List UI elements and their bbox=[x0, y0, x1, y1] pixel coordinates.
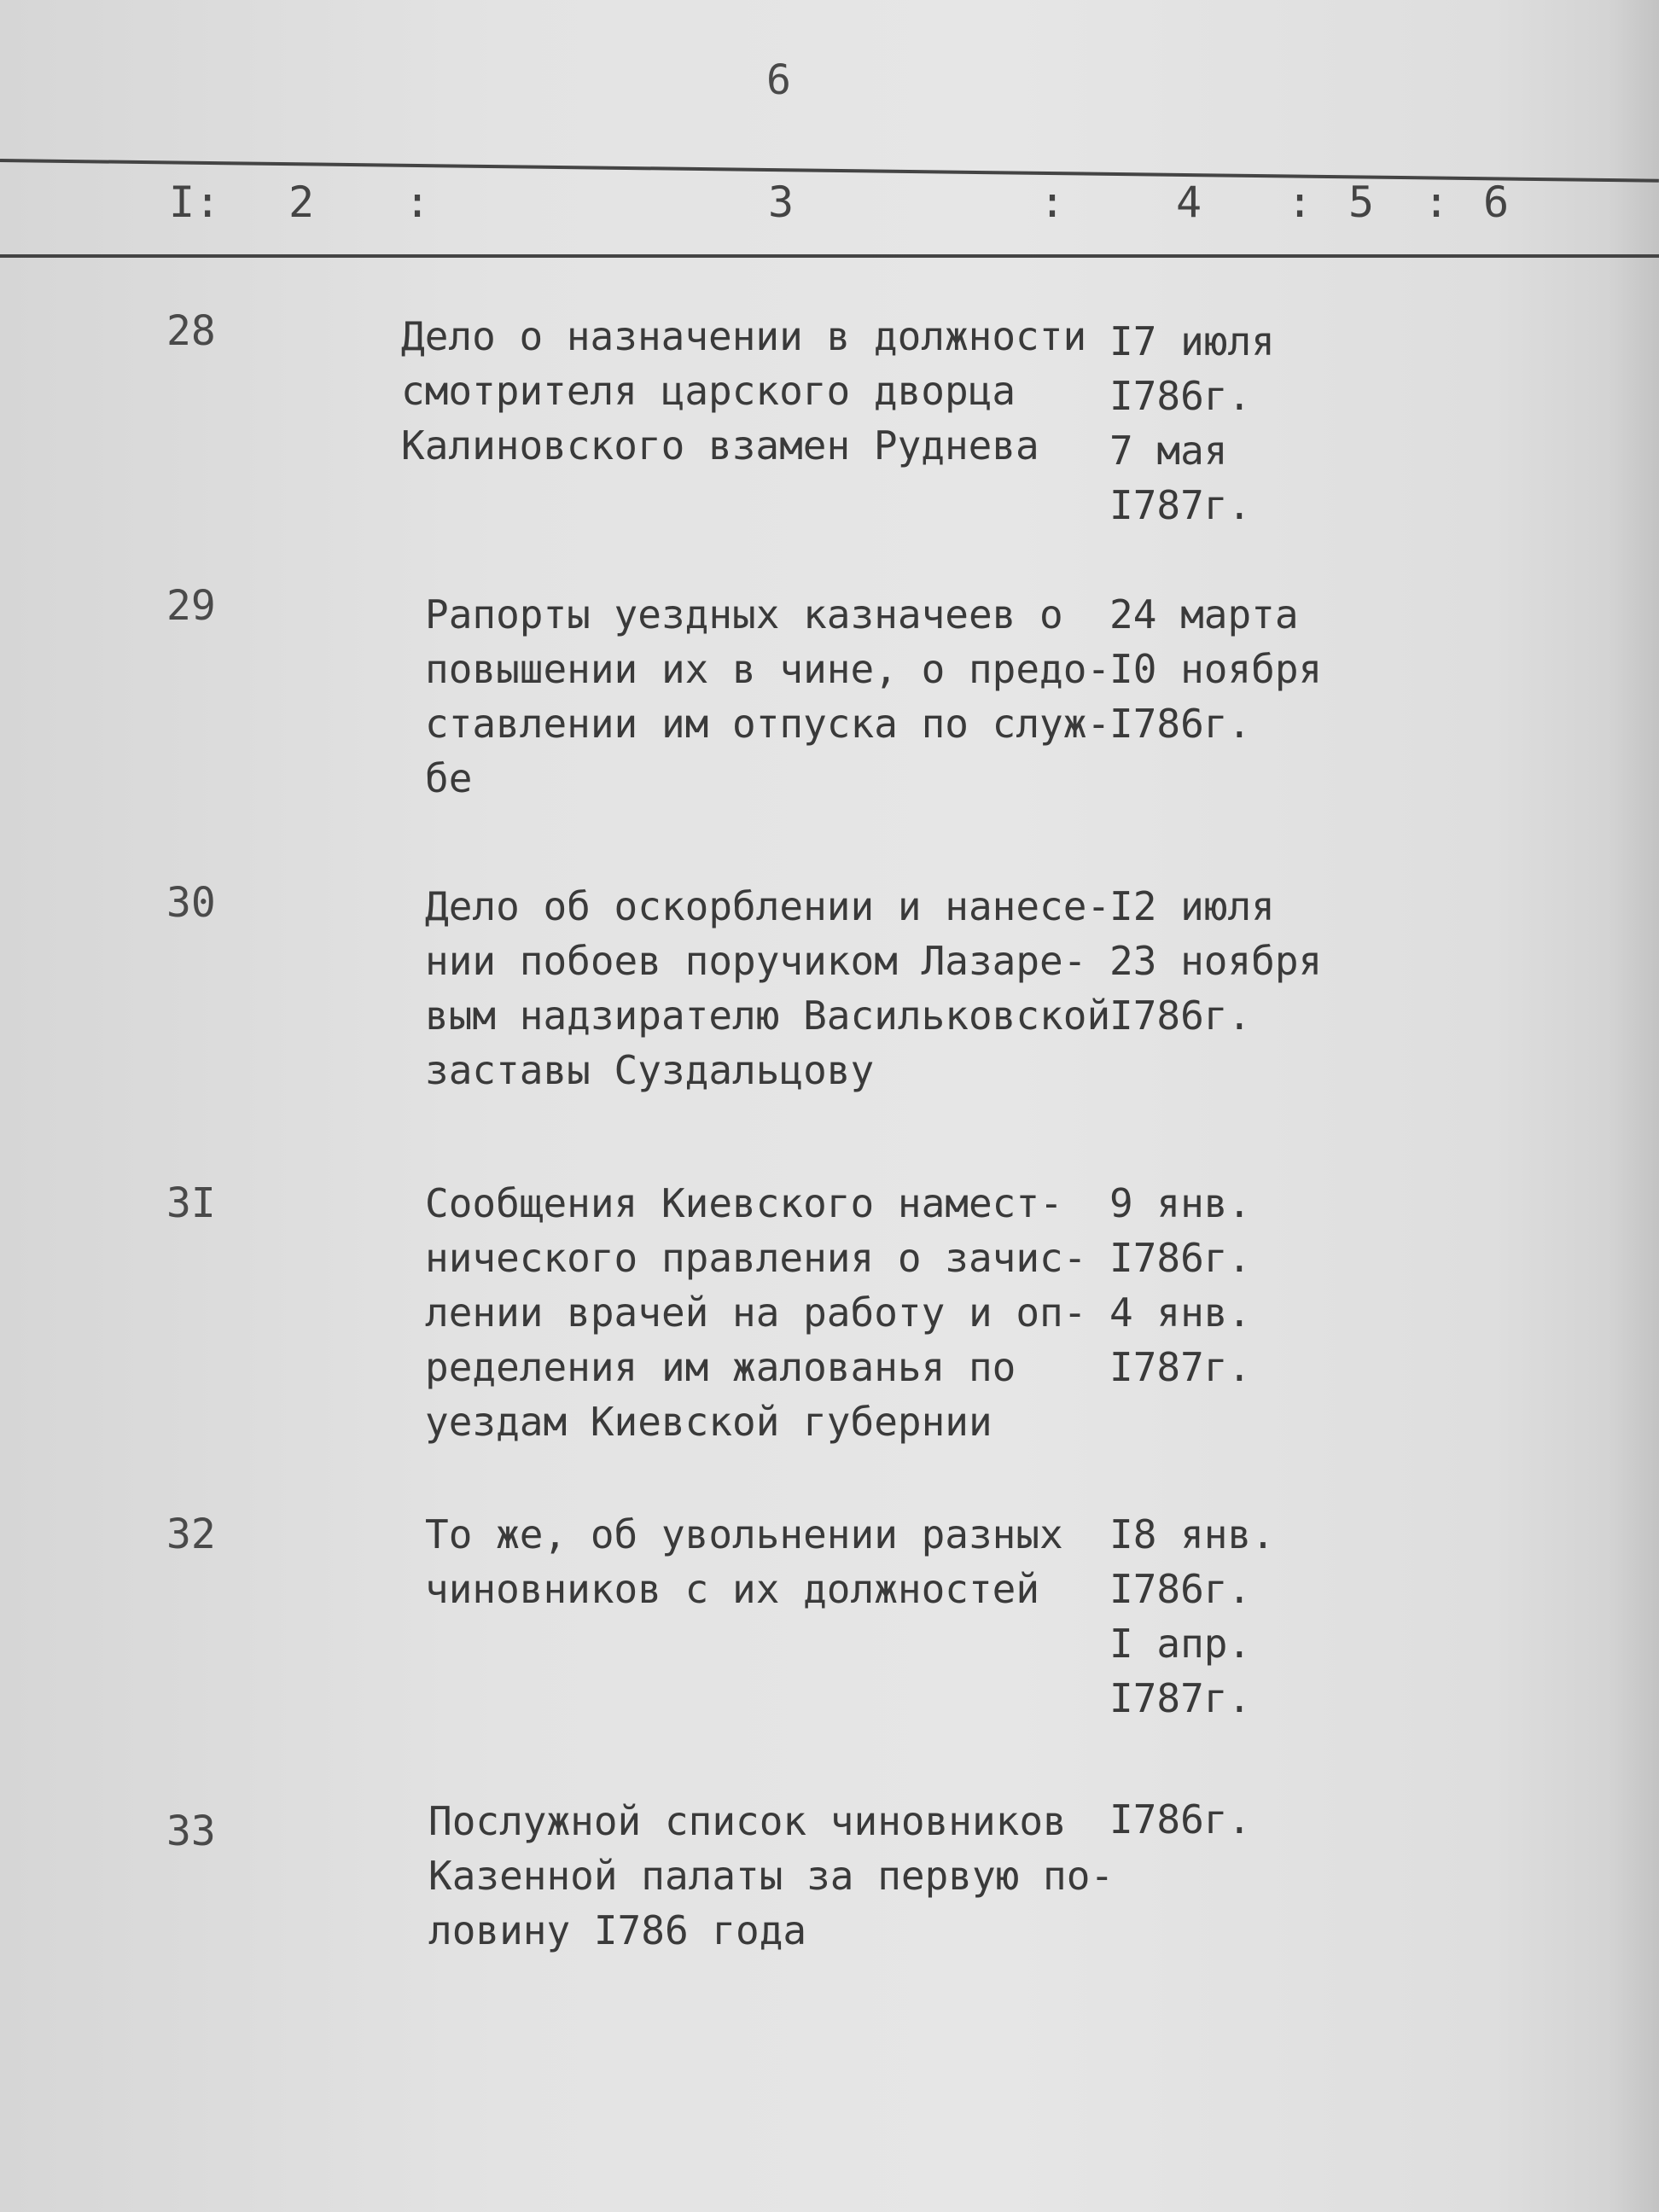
description-line: Казенной палаты за первую по- bbox=[428, 1853, 1115, 1899]
header-bottom-rule bbox=[0, 254, 1659, 258]
date-line: I787г. bbox=[1109, 1344, 1252, 1390]
date-line: 9 янв. bbox=[1109, 1180, 1252, 1226]
entry-number: 33 bbox=[166, 1807, 216, 1855]
entry-dates bbox=[1109, 1792, 1365, 1847]
date-line: I7 июля bbox=[1109, 318, 1275, 364]
date-line: I787г. bbox=[1109, 482, 1252, 528]
date-line: 4 янв. bbox=[1109, 1289, 1252, 1336]
entry-dates bbox=[1109, 1507, 1365, 1726]
entry-description bbox=[401, 309, 1087, 473]
description-line: лении врачей на работу и оп- bbox=[425, 1289, 1087, 1336]
entry-description bbox=[425, 587, 1111, 806]
description-line: вым надзирателю Васильковской bbox=[425, 992, 1111, 1039]
entry-dates bbox=[1109, 314, 1365, 533]
description-line: ловину I786 года bbox=[428, 1907, 807, 1953]
date-line: I786г. bbox=[1109, 992, 1252, 1039]
description-line: повышении их в чине, о предо- bbox=[425, 646, 1111, 692]
description-line: Калиновского взамен Руднева bbox=[401, 422, 1039, 469]
description-line: Рапорты уездных казначеев о bbox=[425, 591, 1063, 637]
col-6-header: 6 bbox=[1483, 178, 1510, 227]
entry-number: 3I bbox=[166, 1179, 216, 1227]
entry-number: 29 bbox=[166, 582, 216, 630]
date-line: I8 янв. bbox=[1109, 1511, 1275, 1557]
date-line: I786г. bbox=[1109, 701, 1252, 747]
col-1-header: I: bbox=[169, 178, 221, 227]
column-separator: : bbox=[1423, 178, 1450, 227]
entry-dates bbox=[1109, 879, 1365, 1043]
col-5-header: 5 bbox=[1348, 178, 1375, 227]
entry-description bbox=[428, 1794, 1115, 1958]
description-line: ставлении им отпуска по служ- bbox=[425, 701, 1111, 747]
description-line: заставы Суздальцову bbox=[425, 1047, 875, 1093]
entry-dates bbox=[1109, 587, 1365, 751]
entry-description bbox=[425, 879, 1111, 1097]
column-separator: : bbox=[1039, 178, 1066, 227]
description-line: нического правления о зачис- bbox=[425, 1235, 1087, 1281]
col-3-header: 3 bbox=[768, 178, 795, 227]
date-line: I786г. bbox=[1109, 1796, 1252, 1842]
entry-description bbox=[425, 1507, 1108, 1616]
description-line: нии побоев поручиком Лазаре- bbox=[425, 938, 1087, 984]
entry-number: 30 bbox=[166, 879, 216, 927]
date-line: I2 июля bbox=[1109, 883, 1275, 929]
description-line: ределения им жалованья по bbox=[425, 1344, 1016, 1390]
date-line: I786г. bbox=[1109, 373, 1252, 419]
description-line: смотрителя царского дворца bbox=[401, 368, 1016, 414]
description-line: То же, об увольнении разных bbox=[425, 1511, 1063, 1557]
description-line: чиновников с их должностей bbox=[425, 1566, 1040, 1612]
date-line: I786г. bbox=[1109, 1566, 1252, 1612]
date-line: I0 ноября bbox=[1109, 646, 1323, 692]
date-line: I апр. bbox=[1109, 1621, 1252, 1667]
description-line: Дело о назначении в должности bbox=[401, 313, 1087, 359]
description-line: уездам Киевской губернии bbox=[425, 1399, 992, 1445]
description-line: Послужной список чиновников bbox=[428, 1798, 1067, 1844]
description-line: Сообщения Киевского намест- bbox=[425, 1180, 1063, 1226]
date-line: 24 марта bbox=[1109, 591, 1299, 637]
column-separator: : bbox=[405, 178, 431, 227]
entry-description bbox=[425, 1176, 1108, 1449]
col-4-header: 4 bbox=[1176, 178, 1202, 227]
column-separator: : bbox=[1287, 178, 1313, 227]
description-line: бе bbox=[425, 755, 473, 801]
page-number: 6 bbox=[766, 56, 791, 104]
entry-number: 28 bbox=[166, 307, 216, 355]
entry-number: 32 bbox=[166, 1511, 216, 1558]
description-line: Дело об оскорблении и нанесе- bbox=[425, 883, 1111, 929]
date-line: I786г. bbox=[1109, 1235, 1252, 1281]
date-line: 23 ноября bbox=[1109, 938, 1323, 984]
col-2-header: 2 bbox=[288, 178, 315, 227]
entry-dates bbox=[1109, 1176, 1365, 1394]
page-edge-shadow bbox=[1608, 0, 1659, 2212]
date-line: I787г. bbox=[1109, 1675, 1252, 1721]
date-line: 7 мая bbox=[1109, 428, 1228, 474]
